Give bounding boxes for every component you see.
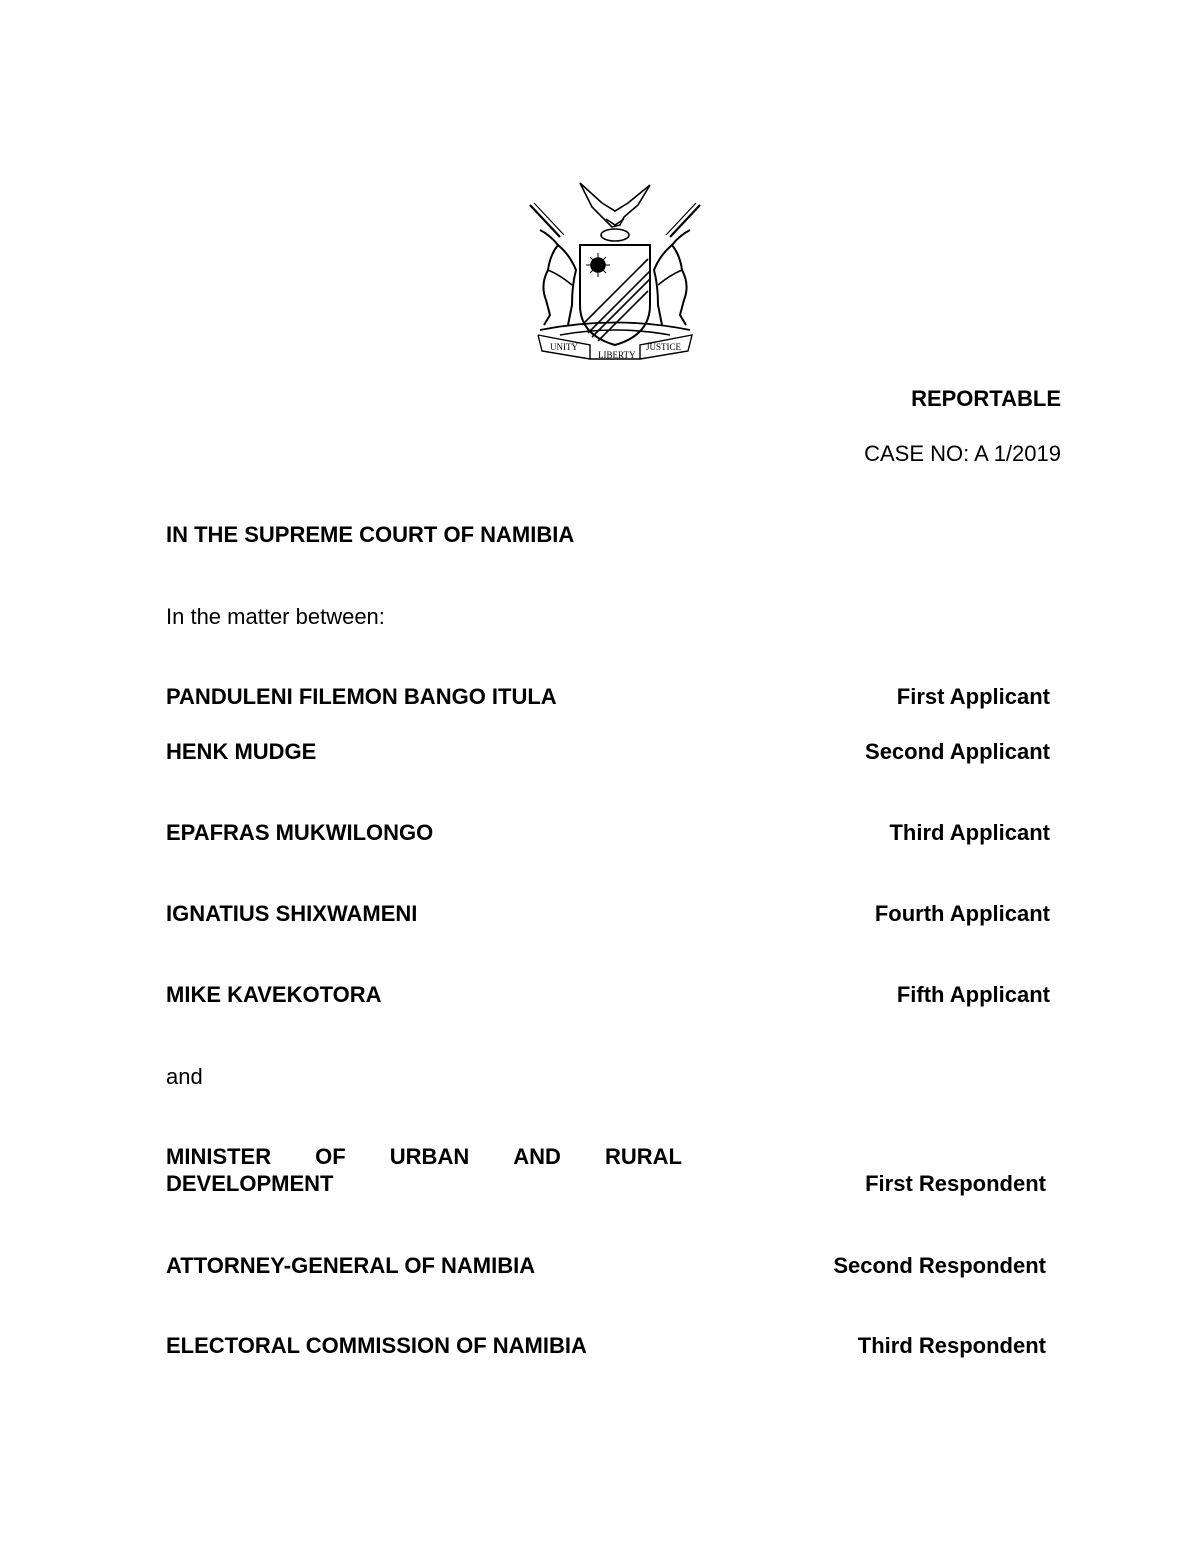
right-oryx-icon [654,230,690,325]
intro-text: In the matter between: [166,604,385,629]
respondent-role: First Respondent [865,1171,1046,1196]
applicant-role: Fourth Applicant [874,901,1050,926]
respondent-role: Second Respondent [833,1253,1046,1278]
eagle-icon [580,183,650,227]
applicant-name: HENK MUDGE [166,739,317,764]
respondent-name: ELECTORAL COMMISSION OF NAMIBIA [166,1333,587,1358]
applicant-role: Fifth Applicant [896,982,1050,1007]
applicant-role: First Applicant [896,684,1050,709]
respondent-name-word: AND [513,1144,561,1169]
respondent-name-word: RURAL [605,1144,682,1169]
respondent-role: Third Respondent [857,1333,1046,1358]
respondent-name-word: OF [315,1144,346,1169]
court-heading: IN THE SUPREME COURT OF NAMIBIA [166,522,575,547]
respondent-name-line1 [166,1144,682,1170]
coat-of-arms-emblem [520,175,710,367]
respondent-name: ATTORNEY-GENERAL OF NAMIBIA [166,1253,536,1278]
applicant-name: MIKE KAVEKOTORA [166,982,382,1007]
applicant-name: EPAFRAS MUKWILONGO [166,820,434,845]
respondent-name-word: MINISTER [166,1144,272,1169]
motto-justice-text: JUSTICE [646,342,682,352]
motto-liberty-text: LIBERTY [598,350,636,360]
left-oryx-icon [540,230,576,325]
respondent-name-line2: DEVELOPMENT [166,1171,334,1196]
applicant-name: IGNATIUS SHIXWAMENI [166,901,418,926]
applicant-role: Third Applicant [889,820,1050,845]
case-number: CASE NO: A 1/2019 [864,441,1061,466]
respondent-name-word: URBAN [389,1144,470,1169]
applicant-role: Second Applicant [865,739,1050,764]
reportable-label: REPORTABLE [911,386,1061,411]
conjunction-text: and [166,1064,203,1089]
motto-unity-text: UNITY [550,342,578,352]
applicant-name: PANDULENI FILEMON BANGO ITULA [166,684,557,709]
